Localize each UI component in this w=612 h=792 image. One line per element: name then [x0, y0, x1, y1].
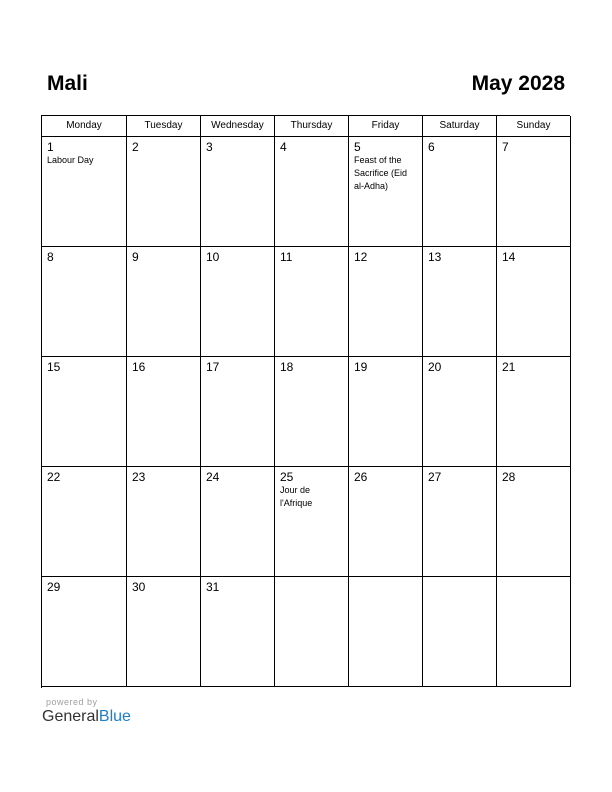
day-number: 12 [354, 250, 368, 264]
day-number: 22 [47, 470, 61, 484]
day-number: 20 [428, 360, 442, 374]
holiday-label: Labour Day [47, 155, 94, 165]
day-number: 14 [502, 250, 516, 264]
day-cell [497, 137, 571, 247]
day-number: 17 [206, 360, 220, 374]
weekday-header: Saturday [423, 116, 497, 137]
day-number: 23 [132, 470, 146, 484]
day-cell [201, 357, 275, 467]
day-number: 10 [206, 250, 220, 264]
holiday-label: Jour de l'Afrique [280, 485, 313, 508]
powered-by-text: powered by [46, 697, 98, 707]
day-cell [423, 357, 497, 467]
day-number: 27 [428, 470, 442, 484]
day-cell [275, 357, 349, 467]
day-cell [349, 467, 423, 577]
day-number: 15 [47, 360, 61, 374]
day-cell [349, 357, 423, 467]
day-cell [497, 357, 571, 467]
weekday-header: Friday [349, 116, 423, 137]
day-cell [423, 577, 497, 687]
day-number: 26 [354, 470, 368, 484]
day-number: 30 [132, 580, 146, 594]
country-title: Mali [47, 72, 88, 95]
day-cell [127, 137, 201, 247]
day-cell [497, 577, 571, 687]
day-cell [275, 137, 349, 247]
day-number: 9 [132, 250, 139, 264]
day-cell [42, 137, 127, 247]
weekday-header: Monday [42, 116, 127, 137]
day-number: 21 [502, 360, 516, 374]
day-cell [201, 577, 275, 687]
day-cell [42, 467, 127, 577]
day-cell [497, 467, 571, 577]
day-cell [275, 467, 349, 577]
holiday-label: Feast of the Sacrifice (Eid al-Adha) [354, 155, 408, 191]
brand-logo [42, 708, 131, 726]
day-number: 8 [47, 250, 54, 264]
day-number: 16 [132, 360, 146, 374]
month-title: May 2028 [471, 72, 565, 95]
day-number: 5 [354, 140, 361, 154]
day-cell [497, 247, 571, 357]
weekday-header: Thursday [275, 116, 349, 137]
brand-blue: Blue [98, 708, 131, 725]
day-number: 6 [428, 140, 435, 154]
day-number: 29 [47, 580, 61, 594]
day-number: 31 [206, 580, 220, 594]
day-number: 28 [502, 470, 516, 484]
day-cell [201, 467, 275, 577]
weekday-header: Tuesday [127, 116, 201, 137]
day-cell [349, 137, 423, 247]
day-number: 11 [280, 250, 293, 264]
day-cell [201, 247, 275, 357]
day-number: 24 [206, 470, 220, 484]
weekday-header: Wednesday [201, 116, 275, 137]
day-number: 13 [428, 250, 442, 264]
day-number: 7 [502, 140, 509, 154]
day-cell [127, 467, 201, 577]
day-cell [423, 137, 497, 247]
day-cell [349, 577, 423, 687]
day-cell [42, 577, 127, 687]
day-cell [42, 247, 127, 357]
day-cell [423, 467, 497, 577]
brand-general: General [42, 708, 99, 725]
day-cell [201, 137, 275, 247]
day-cell [42, 357, 127, 467]
day-cell [127, 357, 201, 467]
day-cell [423, 247, 497, 357]
day-number: 25 [280, 470, 294, 484]
day-number: 18 [280, 360, 294, 374]
day-cell [127, 577, 201, 687]
day-cell [275, 577, 349, 687]
day-number: 3 [206, 140, 213, 154]
weekday-header: Sunday [497, 116, 571, 137]
day-cell [275, 247, 349, 357]
day-number: 1 [47, 140, 54, 154]
day-cell [127, 247, 201, 357]
day-cell [349, 247, 423, 357]
day-number: 19 [354, 360, 368, 374]
day-number: 4 [280, 140, 287, 154]
footer-branding [42, 697, 131, 726]
day-number: 2 [132, 140, 139, 154]
calendar-grid [41, 115, 570, 688]
